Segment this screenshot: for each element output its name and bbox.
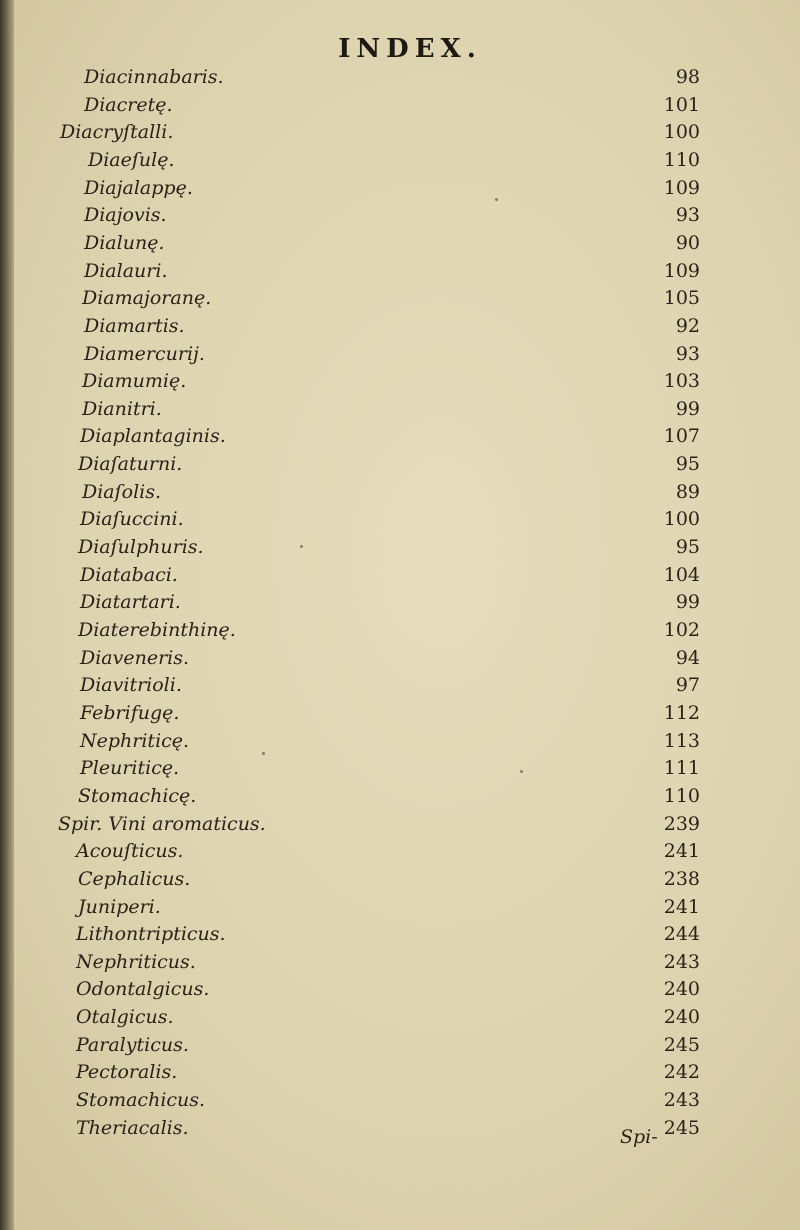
entry-page-number: 238 xyxy=(663,867,700,890)
entry-name: Lithontripticus. xyxy=(76,923,226,946)
entry-page-number: 239 xyxy=(663,812,700,835)
entry-page-number: 105 xyxy=(663,287,700,310)
entry-name: Pleuriticę. xyxy=(80,757,180,780)
entry-page-number: 112 xyxy=(663,701,700,724)
entry-name: Diaſuccini. xyxy=(80,508,184,531)
entry-page-number: 100 xyxy=(663,508,700,531)
page-header: INDEX. xyxy=(338,34,482,64)
entry-name: Nephriticę. xyxy=(80,729,190,752)
entry-name: Diamercurij. xyxy=(84,342,205,365)
entry-page-number: 100 xyxy=(663,121,700,144)
entry-page-number: 110 xyxy=(663,148,700,171)
entry-page-number: 107 xyxy=(663,425,700,448)
index-entry xyxy=(0,813,800,840)
entry-page-number: 94 xyxy=(675,646,700,669)
catchword: Spi- xyxy=(620,1126,658,1148)
entry-page-number: 244 xyxy=(663,923,700,946)
entry-page-number: 241 xyxy=(663,895,700,918)
entry-page-number: 93 xyxy=(675,204,700,227)
index-entry xyxy=(0,425,800,452)
index-entry xyxy=(0,840,800,867)
entry-page-number: 240 xyxy=(663,978,700,1001)
entry-name: Diacryſtalli. xyxy=(60,121,174,144)
entry-page-number: 111 xyxy=(663,757,700,780)
entry-name: Diajovis. xyxy=(84,204,167,227)
entry-name: Dialunę. xyxy=(84,231,165,254)
entry-page-number: 102 xyxy=(663,619,700,641)
entry-page-number: 245 xyxy=(663,1116,700,1139)
entry-name: Diavitrioli. xyxy=(80,674,182,697)
index-entry xyxy=(0,536,800,563)
index-entry xyxy=(0,204,800,231)
paper-speck xyxy=(300,545,303,548)
entry-name: Diaplantaginis. xyxy=(80,425,226,448)
entry-page-number: 99 xyxy=(675,397,700,420)
index-entry xyxy=(0,94,800,121)
index-entry xyxy=(0,315,800,342)
index-entry xyxy=(0,149,800,176)
entry-page-number: 243 xyxy=(663,1089,700,1112)
index-entry xyxy=(0,370,800,397)
entry-name: Paralyticus. xyxy=(76,1033,189,1056)
entry-name: Diamartis. xyxy=(84,314,185,337)
index-entry xyxy=(0,978,800,1005)
index-entry xyxy=(0,260,800,287)
index-entry xyxy=(0,757,800,784)
index-entry xyxy=(0,287,800,314)
index-entry xyxy=(0,1034,800,1061)
index-entry xyxy=(0,702,800,729)
entry-page-number: 92 xyxy=(675,314,700,337)
index-entry xyxy=(0,177,800,204)
entry-name: Diatabaci. xyxy=(80,563,178,586)
entry-page-number: 109 xyxy=(663,259,700,282)
entry-name: Diaſolis. xyxy=(82,480,162,503)
entry-page-number: 89 xyxy=(675,480,700,503)
paper-speck xyxy=(262,752,265,755)
entry-page-number: 90 xyxy=(675,231,700,254)
entry-page-number: 98 xyxy=(675,66,700,88)
index-entry xyxy=(0,868,800,895)
entry-name: Acouſticus. xyxy=(76,840,184,863)
index-entry xyxy=(0,66,800,93)
entry-name: Pectoralis. xyxy=(76,1061,178,1084)
entry-page-number: 93 xyxy=(675,342,700,365)
index-entry xyxy=(0,1117,800,1144)
entry-page-number: 97 xyxy=(675,674,700,697)
entry-page-number: 103 xyxy=(663,370,700,393)
index-entry xyxy=(0,508,800,535)
index-entry xyxy=(0,591,800,618)
index-entry xyxy=(0,951,800,978)
entry-name: Diaveneris. xyxy=(80,646,190,669)
entry-name: Nephriticus. xyxy=(76,950,196,973)
index-entry xyxy=(0,481,800,508)
entry-name: Cephalicus. xyxy=(78,867,191,890)
index-entry xyxy=(0,1061,800,1088)
index-entry xyxy=(0,121,800,148)
index-entry xyxy=(0,674,800,701)
index-entry xyxy=(0,564,800,591)
entry-name: Spir. Vini aromaticus. xyxy=(58,812,266,835)
index-entry xyxy=(0,453,800,480)
paper-speck xyxy=(495,198,498,201)
entry-name: Febrifugę. xyxy=(80,701,180,724)
entry-name: Otalgicus. xyxy=(76,1006,174,1029)
entry-page-number: 243 xyxy=(663,950,700,973)
index-entry xyxy=(0,896,800,923)
entry-name: Diatartari. xyxy=(80,591,181,614)
entry-page-number: 242 xyxy=(663,1061,700,1084)
entry-name: Dialauri. xyxy=(84,259,168,282)
entry-name: Diacretę. xyxy=(84,93,173,116)
index-entry xyxy=(0,1089,800,1116)
entry-name: Stomachicus. xyxy=(76,1089,206,1112)
entry-name: Diamajoranę. xyxy=(82,287,212,310)
entry-name: Diajalappę. xyxy=(84,176,193,199)
entry-page-number: 95 xyxy=(675,453,700,476)
entry-name: Diacinnabaris. xyxy=(84,66,224,88)
entry-name: Theriacalis. xyxy=(76,1116,189,1139)
entry-page-number: 101 xyxy=(663,93,700,116)
entry-page-number: 109 xyxy=(663,176,700,199)
entry-name: Diaſaturni. xyxy=(78,453,183,476)
index-entry xyxy=(0,619,800,646)
entry-page-number: 240 xyxy=(663,1006,700,1029)
index-entry xyxy=(0,398,800,425)
entry-page-number: 104 xyxy=(663,563,700,586)
entry-page-number: 245 xyxy=(663,1033,700,1056)
entry-name: Juniperi. xyxy=(78,895,161,918)
index-entry xyxy=(0,647,800,674)
index-entry xyxy=(0,785,800,812)
index-entry xyxy=(0,343,800,370)
entry-name: Stomachicę. xyxy=(78,784,197,807)
index-entry xyxy=(0,1006,800,1033)
entry-page-number: 113 xyxy=(663,729,700,752)
index-entry xyxy=(0,923,800,950)
entry-name: Diamumię. xyxy=(82,370,187,393)
entry-page-number: 99 xyxy=(675,591,700,614)
index-entry xyxy=(0,232,800,259)
index-entry xyxy=(0,730,800,757)
entry-page-number: 110 xyxy=(663,784,700,807)
entry-name: Dianitri. xyxy=(82,397,162,420)
paper-speck xyxy=(520,770,523,773)
entry-name: Odontalgicus. xyxy=(76,978,210,1001)
entry-name: Diaeſulę. xyxy=(88,148,175,171)
entry-name: Diaſulphuris. xyxy=(78,536,204,559)
entry-page-number: 241 xyxy=(663,840,700,863)
entry-name: Diaterebinthinę. xyxy=(78,619,236,641)
entry-page-number: 95 xyxy=(675,536,700,559)
